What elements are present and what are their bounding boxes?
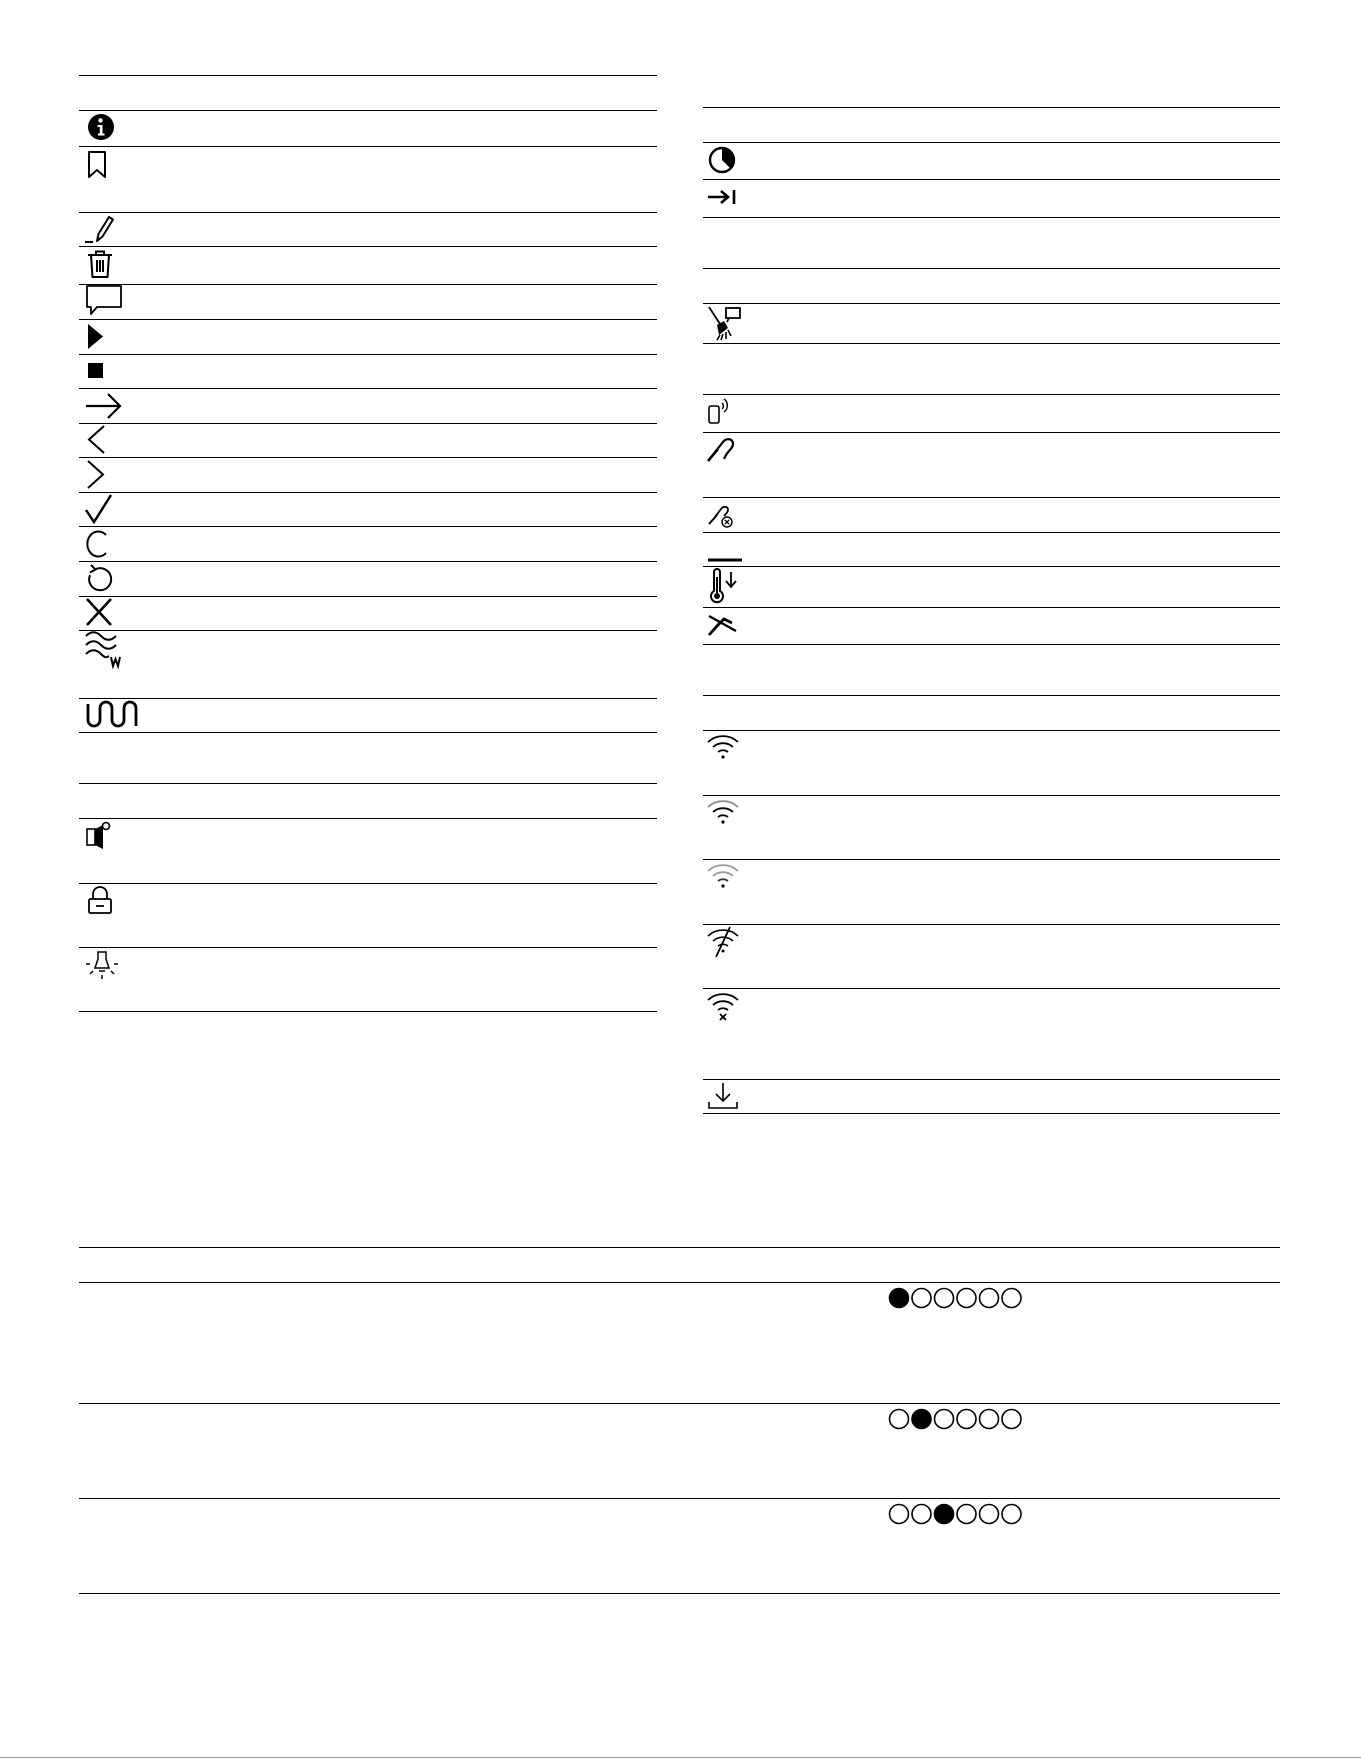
level-dot-empty (890, 1505, 909, 1524)
light-bulb-icon (84, 948, 120, 982)
rule (703, 303, 1280, 304)
rule (703, 217, 1280, 218)
skip-to-end-icon (706, 180, 740, 214)
wifi-error-icon (706, 989, 740, 1023)
level-dot-empty (1002, 1289, 1021, 1308)
rule (703, 924, 1280, 925)
rule (79, 110, 657, 111)
level-dot-empty (980, 1410, 999, 1429)
rule (703, 497, 1280, 498)
stop-icon (84, 355, 118, 389)
rule (79, 732, 657, 733)
rule (703, 532, 1280, 533)
level-dot-empty (890, 1410, 909, 1429)
rule (79, 354, 657, 355)
rule (703, 988, 1280, 989)
rule (79, 388, 657, 389)
level-dot-empty (912, 1289, 931, 1308)
rule (79, 457, 657, 458)
rule (703, 566, 1280, 567)
rule (79, 75, 657, 76)
rule (79, 783, 657, 784)
rule (79, 561, 657, 562)
rule (703, 107, 1280, 108)
wifi-weak-icon (706, 860, 740, 894)
rule (79, 319, 657, 320)
rule (79, 246, 657, 247)
minus-line-icon (706, 549, 746, 565)
probe-off-icon (706, 608, 740, 642)
wifi-strong-icon (706, 731, 740, 765)
arrow-right-icon (83, 389, 125, 423)
rule (79, 1282, 1280, 1283)
rule (79, 698, 657, 699)
thermometer-down-icon (706, 567, 744, 605)
rule (703, 795, 1280, 796)
level-dot-empty (957, 1505, 976, 1524)
rule (79, 1247, 1280, 1248)
rule (703, 179, 1280, 180)
rule (79, 1498, 1280, 1499)
level-dot-filled (890, 1289, 909, 1308)
rule (79, 423, 657, 424)
rule (703, 343, 1280, 344)
rule (79, 526, 657, 527)
chevron-right-icon (84, 458, 118, 492)
meat-probe-icon (706, 433, 740, 467)
rule (79, 492, 657, 493)
rule (79, 818, 657, 819)
level-dot-empty (935, 1410, 954, 1429)
lock-icon (84, 884, 118, 918)
level-dot-empty (980, 1505, 999, 1524)
level-dot-empty (980, 1289, 999, 1308)
level-indicator (888, 1286, 1025, 1310)
clear-c-icon (84, 527, 118, 561)
level-dot-empty (912, 1505, 931, 1524)
rule (703, 607, 1280, 608)
level-dot-empty (1002, 1410, 1021, 1429)
rule (703, 142, 1280, 143)
level-dot-filled (935, 1505, 954, 1524)
level-dot-filled (912, 1410, 931, 1429)
microwave-heat-icon (83, 630, 125, 670)
door-icon (84, 820, 118, 854)
trash-icon (83, 247, 117, 281)
reset-icon (84, 561, 118, 595)
wifi-medium-icon (706, 796, 740, 830)
checkmark-icon (84, 492, 118, 526)
rule (703, 432, 1280, 433)
comment-icon (84, 283, 124, 317)
rule (79, 947, 657, 948)
rule (79, 1403, 1280, 1404)
rule (79, 146, 657, 147)
rule (79, 212, 657, 213)
rule (703, 695, 1280, 696)
rule (79, 596, 657, 597)
level-indicator (888, 1502, 1025, 1526)
timer-icon (706, 143, 740, 177)
rule (703, 268, 1280, 269)
page-edge-rule (0, 1757, 1361, 1758)
rule (703, 1079, 1280, 1080)
level-indicator (888, 1407, 1025, 1431)
cleaning-brush-icon (706, 304, 744, 342)
level-dot-empty (957, 1289, 976, 1308)
rule (79, 1011, 657, 1012)
close-icon (83, 596, 117, 630)
chevron-left-icon (84, 423, 118, 457)
meat-probe-disconnected-icon (706, 498, 740, 532)
rule (79, 883, 657, 884)
level-dot-empty (935, 1289, 954, 1308)
rule (703, 859, 1280, 860)
rule (703, 1113, 1280, 1114)
heating-element-icon (84, 700, 144, 730)
level-dot-empty (957, 1410, 976, 1429)
rule (703, 644, 1280, 645)
level-dot-empty (1002, 1505, 1021, 1524)
rule (79, 284, 657, 285)
pencil-icon (84, 212, 118, 246)
rule (703, 730, 1280, 731)
rule (79, 630, 657, 631)
rule (79, 1593, 1280, 1594)
info-icon (84, 110, 118, 144)
wifi-off-icon (706, 925, 740, 959)
remote-start-icon (706, 395, 740, 429)
play-icon (83, 320, 117, 354)
bookmark-icon (82, 148, 116, 182)
download-icon (706, 1080, 740, 1114)
rule (703, 394, 1280, 395)
